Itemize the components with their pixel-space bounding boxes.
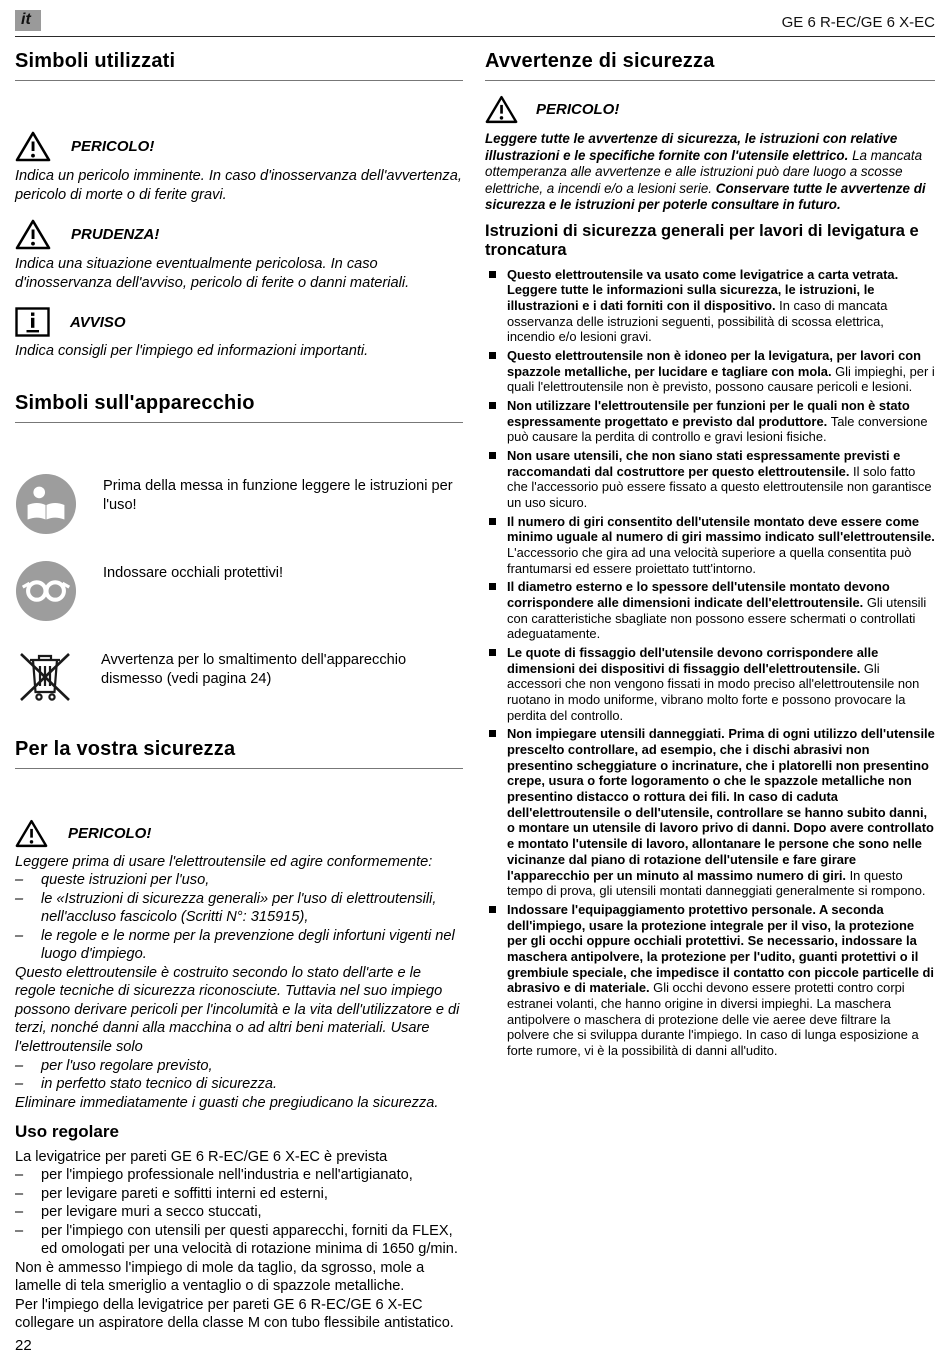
list-item-text: le regole e le norme per la prevenzione degli infortuni vigenti nel luogo d'impiego. — [41, 927, 455, 963]
dash-marker: – — [15, 872, 24, 889]
bullet-bold-text: Questo elettroutensile non è idoneo per la levigatura, per lavori con spazzole metalliche, per lucidare e tagliare con mola. — [507, 348, 922, 379]
warning-triangle-icon — [15, 219, 51, 250]
safety-bullet-item — [485, 448, 935, 511]
warning-triangle-icon — [15, 131, 51, 162]
warning-text: Indica una situazione eventualmente pericolosa. In caso d'inosservanza dell'avviso, pericolo di ferite o danni materiali. — [15, 256, 410, 291]
bullet-normal-text: In questo tempo di prova, gli utensili montati danneggiati generalmente si rompono. — [507, 867, 926, 899]
danger-normal-text: La mancata ottemperanza alle avvertenze e alle istruzioni può dare luogo a scosse elettriche, a incendi e/o a lesioni serie. — [485, 147, 923, 196]
safety-bullet-item — [485, 398, 935, 445]
bullet-normal-text: Gli utensili con caratteristiche sbagliate non possono essere schermati o controllati adeguatamente. — [507, 595, 927, 642]
warning-triangle-icon — [15, 819, 48, 848]
square-bullet-icon — [489, 518, 496, 525]
list-item — [15, 1057, 463, 1076]
section-title-safety-warnings: Avvertenze di sicurezza — [485, 50, 935, 81]
warning-block-notice — [15, 307, 463, 361]
square-bullet-icon — [489, 352, 496, 359]
warning-block-caution — [15, 219, 463, 292]
warning-title: AVVISO — [70, 313, 126, 331]
list-item — [15, 1185, 463, 1204]
square-bullet-icon — [489, 906, 496, 913]
list-item-text: per levigare pareti e soffitti interni ed esterni, — [41, 1185, 328, 1202]
square-bullet-icon — [489, 271, 496, 278]
section-title-general-instructions: Istruzioni di sicurezza generali per lavori di levigatura e troncatura — [485, 222, 919, 259]
warning-text: Indica consigli per l'impiego ed informazioni importanti. — [15, 343, 369, 360]
left-column — [15, 50, 463, 1333]
warning-text: Indica un pericolo imminente. In caso d'inosservanza dell'avvertenza, pericolo di morte o di ferite gravi. — [15, 168, 462, 203]
bullet-normal-text: Gli impieghi, per i quali l'elettroutensile non è previsto, possono causare pericoli e lesioni. — [507, 363, 935, 395]
info-icon — [15, 307, 50, 337]
bullet-bold-text: Le quote di fissaggio dell'utensile devono corrispondere alle dimensioni dei dispositivi di fissaggio dell'elettroutensile. — [507, 645, 879, 676]
bullet-normal-text: L'accessorio che gira ad una velocità superiore a quella consentita può frantumarsi ed essere proiettato tutt'intorno. — [507, 545, 912, 576]
list-item-text: per l'impiego professionale nell'industria e nell'artigianato, — [41, 1167, 413, 1184]
section-title-symbols-on-device: Simboli sull'apparecchio — [15, 392, 463, 423]
safety-bullet-item — [485, 514, 935, 577]
danger-bold-text: Leggere tutte le avvertenze di sicurezza, le istruzioni con relative illustrazioni e le specifiche fornite con l'utensile elettrico. — [485, 131, 898, 163]
warning-title: PRUDENZA! — [71, 226, 160, 244]
safety-paragraph: Questo elettroutensile è costruito secondo lo stato dell'arte e le regole tecniche di sicurezza riconosciute. Tuttavia nel suo impiego possono derivare pericoli per l'incolumità e la vita dell'utilizzatore e di terzi, nonché danni alla macchina o ad altri beni materiali. Usare l'elettroutensile solo — [15, 964, 460, 1055]
list-item — [15, 890, 463, 927]
danger-heading — [485, 95, 935, 124]
list-item — [15, 1203, 463, 1222]
intended-use-intro: La levigatrice per pareti GE 6 R-EC/GE 6 X-EC è prevista — [15, 1148, 388, 1165]
warning-triangle-icon — [485, 95, 518, 124]
bullet-bold-text: Non utilizzare l'elettroutensile per funzioni per le quali non è stato espressamente progettato e previsto dal produttore. — [507, 398, 910, 429]
safety-bullet-list — [485, 267, 935, 1059]
device-symbol-item — [15, 647, 463, 707]
bullet-bold-text: Indossare l'equipaggiamento protettivo personale. A seconda dell'impiego, usare la protezione integrale per il viso, la protezione per gli occhi oppure occhiali protettivi. Se necessario, indossare la maschera antipolvere, la protezione per l'udito, guanti protettivi o il grembiule speciale, che impedisce il contatto con piccole particelle di abrasivo e di materiale. — [507, 901, 934, 996]
dash-marker: – — [15, 927, 24, 944]
dash-marker: – — [15, 1222, 24, 1239]
safety-bullet-item — [485, 902, 935, 1059]
section-title-symbols-used: Simboli utilizzati — [15, 50, 463, 81]
list-item — [15, 1166, 463, 1185]
device-symbol-text: Indossare occhiali protettivi! — [103, 564, 284, 581]
list-item — [15, 1222, 463, 1259]
page-header — [15, 10, 935, 37]
danger-heading — [15, 819, 463, 848]
safety-intro: Leggere prima di usare l'elettroutensile ed agire conformemente: — [15, 853, 433, 870]
disposal-crossed-bin-icon — [15, 647, 75, 707]
list-item-text: in perfetto stato tecnico di sicurezza. — [41, 1076, 278, 1093]
list-item — [15, 927, 463, 964]
device-symbol-item — [15, 473, 463, 535]
safety-bullet-item — [485, 267, 935, 345]
list-item-text: per l'uso regolare previsto, — [41, 1057, 213, 1074]
product-title: GE 6 R-EC/GE 6 X-EC — [781, 14, 935, 31]
list-item-text: queste istruzioni per l'uso, — [41, 872, 210, 889]
bullet-normal-text: Gli accessori che non vengono fissati in modo preciso all'elettroutensile non ruotano in modo uniforme, vibrano molto forte e possono provocare la perdita del controllo. — [507, 660, 920, 723]
device-symbol-text: Avvertenza per lo smaltimento dell'apparecchio dismesso (vedi pagina 24) — [101, 651, 407, 687]
dash-marker: – — [15, 890, 24, 907]
safety-closing: Eliminare immediatamente i guasti che pregiudicano la sicurezza. — [15, 1094, 439, 1111]
list-item-text: per l'impiego con utensili per questi apparecchi, forniti da FLEX, ed omologati per una velocità di rotazione minima di 1650 g/min. — [41, 1222, 458, 1258]
square-bullet-icon — [489, 583, 496, 590]
dash-marker: – — [15, 1204, 24, 1221]
safety-bullet-item — [485, 579, 935, 642]
bullet-bold-text: Non usare utensili, che non siano stati espressamente previsti e raccomandati dal costruttore per questo elettroutensile. — [507, 448, 901, 479]
safety-bullet-item — [485, 645, 935, 723]
device-symbol-item — [15, 560, 463, 622]
list-item-text: per levigare muri a secco stuccati, — [41, 1204, 262, 1221]
dash-marker: – — [15, 1185, 24, 1202]
safety-bullet-item — [485, 348, 935, 395]
bullet-normal-text: In caso di mancata osservanza delle istruzioni seguenti, possibilità di scossa elettrica, incendio e/o lesioni gravi. — [507, 297, 888, 345]
danger-label: PERICOLO! — [536, 101, 620, 118]
warning-title: PERICOLO! — [71, 138, 155, 155]
list-item — [15, 871, 463, 890]
square-bullet-icon — [489, 402, 496, 409]
safety-goggles-icon — [15, 560, 77, 622]
right-column — [485, 50, 935, 1333]
warning-block-danger — [15, 131, 463, 204]
section-title-for-your-safety: Per la vostra sicurezza — [15, 738, 463, 769]
danger-bold-text: Conservare tutte le avvertenze di sicurezza e le istruzioni per poterle consultare in futuro. — [485, 180, 926, 213]
page-number: 22 — [15, 1337, 32, 1354]
danger-paragraph — [485, 131, 935, 214]
danger-label: PERICOLO! — [68, 824, 152, 842]
bullet-normal-text: Tale conversione può causare la perdita di controllo e gravi lesioni fisiche. — [507, 413, 928, 445]
bullet-normal-text: Gli occhi devono essere protetti contro corpi estranei volanti, che hanno origine in diversi impieghi. La maschera antipolvere o maschera di protezione delle vie aeree deve filtrare la polvere che si sviluppa durante l'impiego. In caso di lunga esposizione a forte rumore, vi è la possibilità di danni all'udito. — [507, 980, 919, 1058]
language-badge: it — [15, 10, 41, 31]
dash-marker: – — [15, 1167, 24, 1184]
square-bullet-icon — [489, 649, 496, 656]
read-instructions-icon — [15, 473, 77, 535]
bullet-bold-text: Il diametro esterno e lo spessore dell'utensile montato devono corrispondere alle dimensioni indicate dell'elettroutensile. — [507, 579, 890, 611]
square-bullet-icon — [489, 730, 496, 737]
bullet-bold-text: Non impiegare utensili danneggiati. Prima di ogni utilizzo dell'utensile prescelto controllare, ad esempio, che i dischi abrasivi non presentino scheggiature o incrinature, che i platorelli non presentino crepe, usura o forte logoramento o che le spazzole metalliche non presentino distacco o rottura dei fili. In caso di caduta dell'elettroutensile o dell'utensile, controllare se hanno subito danni, o montare un utensile di lavoro privo di danni. Dopo avere controllato e montato l'utensile di lavoro, allontanare le persone che sono nelle vicinanze dal piano di rotazione dell'utensile e fare girare l'apparecchio per un minuto al massimo numero di giri. — [507, 726, 935, 883]
page-footer — [15, 1337, 32, 1354]
list-item-text: le «Istruzioni di sicurezza generali» per l'uso di elettroutensili, nell'accluso fascicolo (Scritti N°: 315915), — [41, 890, 437, 926]
bullet-bold-text: Il numero di giri consentito dell'utensile montato deve essere come minimo uguale al numero di giri massimo indicato sull'elettroutensile. — [507, 513, 935, 545]
bullet-bold-text: Questo elettroutensile va usato come levigatrice a carta vetrata. Leggere tutte le informazioni sulla sicurezza, le istruzioni, le illustrazioni e i dati forniti con il dispositivo. — [507, 266, 899, 313]
intended-use-paragraph: Per l'impiego della levigatrice per pareti GE 6 R-EC/GE 6 X-EC collegare un aspiratore della classe M con tubo flessibile antistatico. — [15, 1296, 454, 1332]
intended-use-paragraph: Non è ammesso l'impiego di mole da taglio, da sgrosso, mole a lamelle di tela smeriglio a ventaglio o di spazzole metalliche. — [15, 1259, 425, 1295]
device-symbol-text: Prima della messa in funzione leggere le istruzioni per l'uso! — [103, 477, 453, 513]
safety-bullet-item — [485, 726, 935, 898]
square-bullet-icon — [489, 452, 496, 459]
section-title-intended-use: Uso regolare — [15, 1122, 119, 1142]
list-item — [15, 1075, 463, 1094]
bullet-normal-text: Il solo fatto che l'accessorio può essere fissato a questo elettroutensile non garantisce un uso sicuro. — [507, 463, 932, 511]
dash-marker: – — [15, 1057, 24, 1074]
two-column-layout — [15, 50, 935, 1333]
dash-marker: – — [15, 1076, 24, 1093]
